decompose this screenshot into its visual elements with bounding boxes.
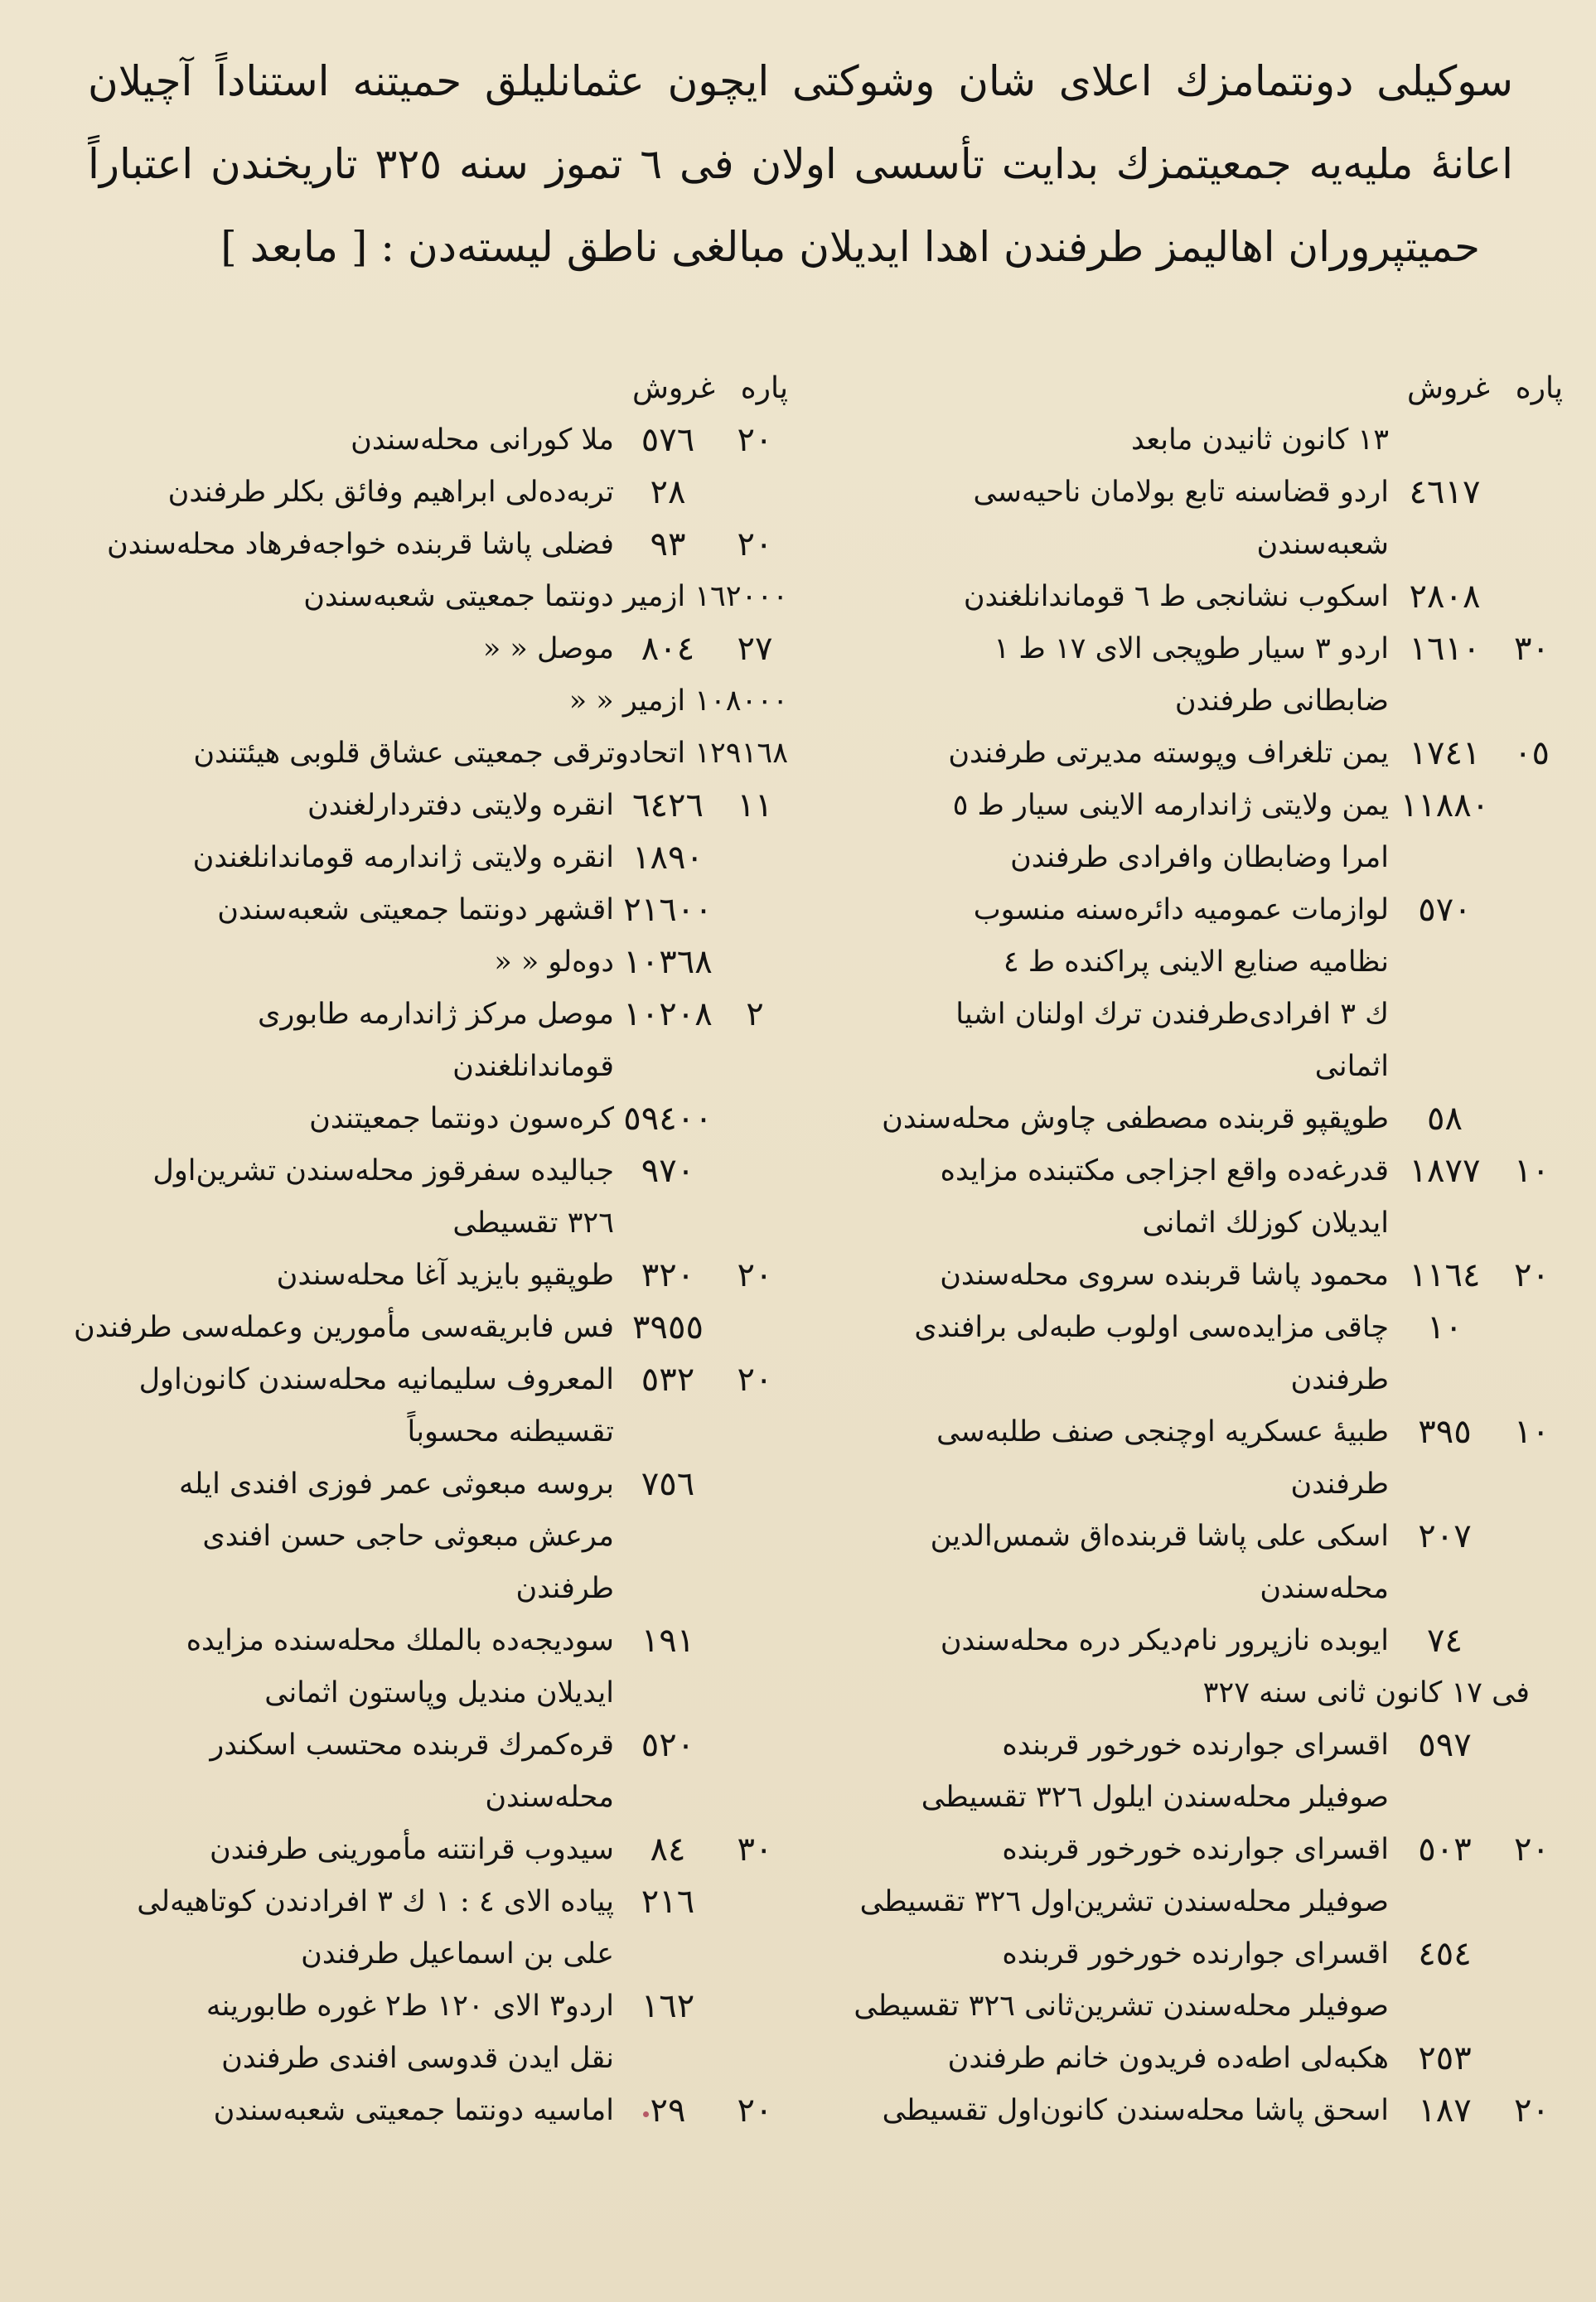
entry-description: ك ٣ افرادى‌طرفندن ترك اولنان اشيا [955, 998, 1389, 1031]
header-line-3: حميتپروران اهاليمز طرفندن اهدا ايديلان مبالغى ناطق ليسته‌دن : [ مابعد ] [220, 223, 1480, 271]
ledger-row: فى ١٧ كانون ثانى سنه ٣٢٧ [1202, 1676, 1530, 1710]
entry-description: ضابطانى طرفندن [1174, 684, 1389, 718]
entry-description: على بن اسماعيل طرفندن [301, 1937, 614, 1971]
ledger-row [809, 1041, 1563, 1093]
gurush-amount: ٥٩٧ [1418, 1726, 1472, 1764]
ledger-row [809, 1406, 1563, 1458]
entry-description: قره‌كمرك قربنده محتسب اسكندر [210, 1729, 614, 1762]
entry-description: تربه‌ده‌لى ابراهيم وفائق بكلر طرفندن [167, 476, 614, 509]
ledger-row [809, 519, 1563, 571]
left-column-rows [46, 414, 788, 2137]
ledger-row [46, 936, 788, 989]
ledger-row [46, 623, 788, 675]
para-amount: ١١ [737, 786, 773, 825]
ledger-row [809, 1093, 1563, 1145]
para-amount: ٢٧ [737, 630, 773, 668]
gurush-amount: ٥٢٠ [641, 1726, 695, 1764]
entry-description: صوفيلر محله‌سندن تشرين‌ثانى ٣٢٦ تقسيطى [854, 1990, 1389, 2023]
entry-description: هكبه‌لى اطه‌ده فريدون خانم طرفندن [947, 2042, 1389, 2075]
gurush-amount: ١١٦٤ [1409, 1256, 1481, 1294]
entry-description: ملا كورانى محله‌سندن [351, 423, 614, 457]
entry-description: طوپقپو قربنده مصطفى چاوش محله‌سندن [882, 1102, 1389, 1135]
entry-description: كره‌سون دونتما جمعيتندن [309, 1102, 614, 1135]
entry-description: شعبه‌سندن [1256, 528, 1389, 561]
ledger-row [46, 2033, 788, 2085]
ledger-row [809, 1980, 1563, 2033]
para-amount: ٢٠ [1514, 1830, 1550, 1869]
entry-description: موصل مركز ژاندارمه طابورى [258, 998, 614, 1031]
entry-description: اردو٣ الاى ١٢٠ ط٢ غوره طابورينه [206, 1990, 614, 2023]
entry-description: ايديلان منديل وپاستون اثمانى [264, 1676, 614, 1710]
entry-description: قوماندانلغندن [452, 1050, 614, 1083]
ledger-row [46, 1772, 788, 1824]
para-amount: ٣٠ [737, 1830, 773, 1869]
ledger-row [46, 832, 788, 884]
gurush-amount: ٥٣٢ [641, 1361, 695, 1399]
gurush-amount: ٧٥٦ [641, 1465, 695, 1503]
ledger-row [46, 1197, 788, 1250]
para-amount: ١٠ [1514, 1152, 1550, 1190]
entry-description: انقره ولايتى دفتردارلغندن [307, 789, 614, 822]
entry-description: جباليده سفرقوز محله‌سندن تشرين‌اول [152, 1154, 614, 1187]
para-header: پاره [1515, 371, 1563, 405]
entry-description: طرفندن [1290, 1363, 1389, 1396]
para-amount: ٣٠ [1514, 630, 1550, 668]
entry-description: صوفيلر محله‌سندن ايلول ٣٢٦ تقسيطى [921, 1781, 1389, 1814]
gurush-amount: ١٩١ [641, 1622, 695, 1660]
ledger-row [809, 1302, 1563, 1354]
gurush-amount: ١٦١٠ [1409, 630, 1481, 668]
header-line-2: اعانهٔ مليه‌يه جمعيتمزك بدايت تأسسى اولان فى ٦ تموز سنه ٣٢٥ تاريخندن اعتباراً [88, 140, 1513, 188]
ledger-row [46, 519, 788, 571]
ledger-row [46, 1354, 788, 1406]
entry-description: لوازمات عموميه دائره‌سنه منسوب [973, 893, 1389, 926]
para-amount: ٠٥ [1514, 734, 1550, 772]
ledger-row [809, 1250, 1563, 1302]
ledger-row [809, 1719, 1563, 1772]
gurush-amount: ٢٥٣ [1418, 2039, 1472, 2077]
ledger-row [46, 1928, 788, 1980]
ledger-row [809, 989, 1563, 1041]
ledger-row [809, 1511, 1563, 1563]
ledger-row [46, 780, 788, 832]
left-column-header [46, 363, 788, 414]
ledger-row [809, 1354, 1563, 1406]
gurush-amount: ٥٠٣ [1418, 1830, 1472, 1869]
ledger-row [46, 467, 788, 519]
entry-description: طوپقپو بايزيد آغا محله‌سندن [276, 1259, 614, 1292]
ledger-row [46, 1406, 788, 1458]
entry-description: اسحق پاشا محله‌سندن كانون‌اول تقسيطى [882, 2094, 1389, 2127]
entry-description: انقره ولايتى ژاندارمه قوماندانلغندن [192, 841, 614, 874]
entry-description: فس فابريقه‌سى مأمورين وعمله‌سى طرفندن [74, 1311, 614, 1344]
gurush-amount: ٨٠٤ [641, 630, 695, 668]
ledger-row [809, 1563, 1563, 1615]
entry-description: اقشهر دونتما جمعيتى شعبه‌سندن [217, 893, 614, 926]
header-line-1: سوكيلى دونتمامزك اعلاى شان وشوكتى ايچون عثمانليلق حميتنه استناداً آچيلان [88, 57, 1513, 105]
entry-description: ١٣ كانون ثانيدن مابعد [1130, 423, 1389, 457]
para-amount: ٢٠ [737, 1256, 773, 1294]
ledger-row: ١٠٨٠٠٠ ازمير « « [568, 684, 788, 718]
ledger-row [46, 989, 788, 1041]
right-column [809, 363, 1563, 2137]
gurush-amount: ٤٦١٧ [1409, 473, 1481, 511]
gurush-header: غروش [1406, 371, 1490, 405]
ledger-row [809, 571, 1563, 623]
ledger-row [46, 1563, 788, 1615]
gurush-amount: ٢١٦ [641, 1883, 695, 1921]
gurush-amount: ١٠ [1427, 1308, 1463, 1347]
entry-description: اقسراى جوارنده خورخور قربنده [1002, 1937, 1389, 1971]
left-column [46, 363, 788, 2137]
gurush-amount: ١٠٣٦٨ [623, 943, 713, 981]
gurush-amount: ٢٨ [650, 473, 686, 511]
entry-description: اقسراى جوارنده خورخور قربنده [1002, 1833, 1389, 1866]
para-amount: ٢ [746, 995, 764, 1033]
entry-description: المعروف سليمانيه محله‌سندن كانون‌اول [138, 1363, 614, 1396]
ledger-row [809, 832, 1563, 884]
gurush-amount: ٩٧٠ [641, 1152, 695, 1190]
ledger-row [809, 2085, 1563, 2137]
right-column-rows [809, 414, 1563, 2137]
para-amount: ٢٠ [1514, 2092, 1550, 2130]
ledger-row [809, 1772, 1563, 1824]
entry-description: تقسيطنه محسوباً [407, 1415, 614, 1448]
gurush-amount: ١٦٢ [641, 1987, 695, 2025]
ledger-row [46, 1093, 788, 1145]
entry-description: مرعش مبعوثى حاجى حسن افندى [202, 1520, 614, 1553]
ledger-row [809, 467, 1563, 519]
ledger-row [46, 1667, 788, 1719]
ledger-row [809, 1145, 1563, 1197]
ledger-row [809, 2033, 1563, 2085]
ledger-row [46, 1302, 788, 1354]
ledger-row [809, 728, 1563, 780]
para-amount: ٢٠ [737, 525, 773, 563]
entry-description: ٣٢٦ تقسيطى [452, 1207, 614, 1240]
gurush-amount: ٦٤٢٦ [632, 786, 704, 825]
ledger-row [809, 1928, 1563, 1980]
entry-description: فضلى پاشا قربنده خواجه‌فرهاد محله‌سندن [106, 528, 614, 561]
entry-description: اردو قضاسنه تابع بولامان ناحيه‌سى [973, 476, 1389, 509]
entry-description: موصل « « [482, 632, 614, 665]
entry-description: طرفندن [515, 1572, 614, 1605]
ledger-row [46, 1615, 788, 1667]
entry-description: اماسيه دونتما جمعيتى شعبه‌سندن [213, 2094, 614, 2127]
entry-description: اردو ٣ سيار طوپجى الاى ١٧ ط ١ [994, 632, 1389, 665]
ink-mark [643, 2111, 649, 2117]
ledger-row [46, 1980, 788, 2033]
ledger-row [46, 1876, 788, 1928]
entry-description: محله‌سندن [1260, 1572, 1389, 1605]
gurush-amount: ٣٢٠ [641, 1256, 695, 1294]
ledger-row [809, 1876, 1563, 1928]
entry-description: اقسراى جوارنده خورخور قربنده [1002, 1729, 1389, 1762]
gurush-header: غروش [631, 371, 715, 405]
gurush-amount: ١٨٧٧ [1409, 1152, 1481, 1190]
para-amount: ١٠ [1514, 1413, 1550, 1451]
ledger-row [46, 1511, 788, 1563]
ledger-row [809, 1197, 1563, 1250]
para-amount: ٢٠ [737, 2092, 773, 2130]
gurush-amount: ٨٤ [650, 1830, 686, 1869]
ledger-row [809, 1615, 1563, 1667]
entry-description: بروسه مبعوثى عمر فوزى افندى ايله [179, 1468, 614, 1501]
ledger-row [46, 1458, 788, 1511]
entry-description: امرا وضابطان وافرادى طرفندن [1010, 841, 1389, 874]
ledger-row: ١٦٢٠٠٠ ازمير دونتما جمعيتى شعبه‌سندن [303, 580, 788, 613]
ledger-row [809, 675, 1563, 728]
gurush-amount: ٩٣ [650, 525, 686, 563]
ledger-row [46, 1145, 788, 1197]
gurush-amount: ٣٩٥ [1418, 1413, 1472, 1451]
gurush-amount: ١٨٩٠ [632, 839, 704, 877]
entry-description: سيدوب قرانتنه مأمورينى طرفندن [209, 1833, 614, 1866]
entry-description: يمن تلغراف وپوسته مديرتى طرفندن [948, 737, 1389, 770]
gurush-amount: ٣٩٥٥ [632, 1308, 704, 1347]
entry-description: ايديلان كوزلك اثمانى [1142, 1207, 1389, 1240]
ledger-row [809, 623, 1563, 675]
gurush-amount: ٥٨ [1427, 1100, 1463, 1138]
gurush-amount: ٤٥٤ [1418, 1935, 1472, 1973]
gurush-amount: ١١٨٨٠ [1400, 786, 1490, 825]
entry-description: اسكوب نشانجى ط ٦ قوماندانلغندن [963, 580, 1389, 613]
right-column-header [809, 363, 1563, 414]
para-amount: ٢٠ [737, 1361, 773, 1399]
ledger-row [809, 780, 1563, 832]
ledger-row [809, 936, 1563, 989]
ledger-row [46, 1250, 788, 1302]
entry-description: قدرغه‌ده واقع اجزاجى مكتبنده مزايده [940, 1154, 1389, 1187]
ledger-row [46, 884, 788, 936]
gurush-amount: ٧٤ [1427, 1622, 1463, 1660]
para-amount: ٢٠ [1514, 1256, 1550, 1294]
entry-description: محمود پاشا قربنده سروى محله‌سندن [940, 1259, 1389, 1292]
entry-description: نظاميه صنايع الاينى پراكنده ط ٤ [1003, 945, 1389, 979]
entry-description: محله‌سندن [485, 1781, 614, 1814]
gurush-amount: ٥٩٤٠٠ [623, 1100, 713, 1138]
gurush-amount: ٢١٦٠٠ [623, 891, 713, 929]
gurush-amount: ١٨٧ [1418, 2092, 1472, 2130]
entry-description: اثمانى [1314, 1050, 1389, 1083]
gurush-amount: ٥٧٦ [641, 421, 695, 459]
entry-description: صوفيلر محله‌سندن تشرين‌اول ٣٢٦ تقسيطى [859, 1885, 1389, 1918]
entry-description: يمن ولايتى ژاندارمه الاينى سيار ط ٥ [952, 789, 1389, 822]
ledger-row [46, 1824, 788, 1876]
gurush-amount: ١٠٢٠٨ [623, 995, 713, 1033]
entry-description: ايوبده نازپرور نام‌ديكر دره محله‌سندن [940, 1624, 1389, 1657]
gurush-amount: ١٧٤١ [1409, 734, 1481, 772]
ledger-row [809, 884, 1563, 936]
entry-description: اسكى على پاشا قربنده‌اق شمس‌الدين [930, 1520, 1389, 1553]
gurush-amount: ٥٧٠ [1418, 891, 1472, 929]
ledger-row [46, 1719, 788, 1772]
gurush-amount: ٢٠٧ [1418, 1517, 1472, 1555]
entry-description: طبيهٔ عسكريه اوچنجى صنف طلبه‌سى [936, 1415, 1389, 1448]
entry-description: نقل ايدن قدوسى افندى طرفندن [221, 2042, 614, 2075]
gurush-amount: ٢٨٠٨ [1409, 578, 1481, 616]
gurush-amount: ٢٩ [650, 2092, 686, 2130]
entry-description: پياده الاى ٤ : ١ ك ٣ افرادندن كوتاهيه‌لى [137, 1885, 614, 1918]
ledger-row [46, 1041, 788, 1093]
entry-description: سوديجه‌ده بالملك محله‌سنده مزايده [186, 1624, 614, 1657]
entry-description: دوه‌لو « « [494, 945, 614, 979]
ledger-row [809, 1824, 1563, 1876]
ledger-row: ١٢٩١٦٨ اتحادوترقى جمعيتى عشاق قلوبى هيئتندن [193, 737, 788, 770]
ledger-row [46, 2085, 788, 2137]
ledger-row [809, 414, 1563, 467]
para-amount: ٢٠ [737, 421, 773, 459]
ledger-row [46, 414, 788, 467]
ledger-row [809, 1458, 1563, 1511]
entry-description: طرفندن [1290, 1468, 1389, 1501]
entry-description: چاقى مزايده‌سى اولوب طبه‌لى برافندى [914, 1311, 1389, 1344]
para-header: پاره [740, 371, 788, 405]
